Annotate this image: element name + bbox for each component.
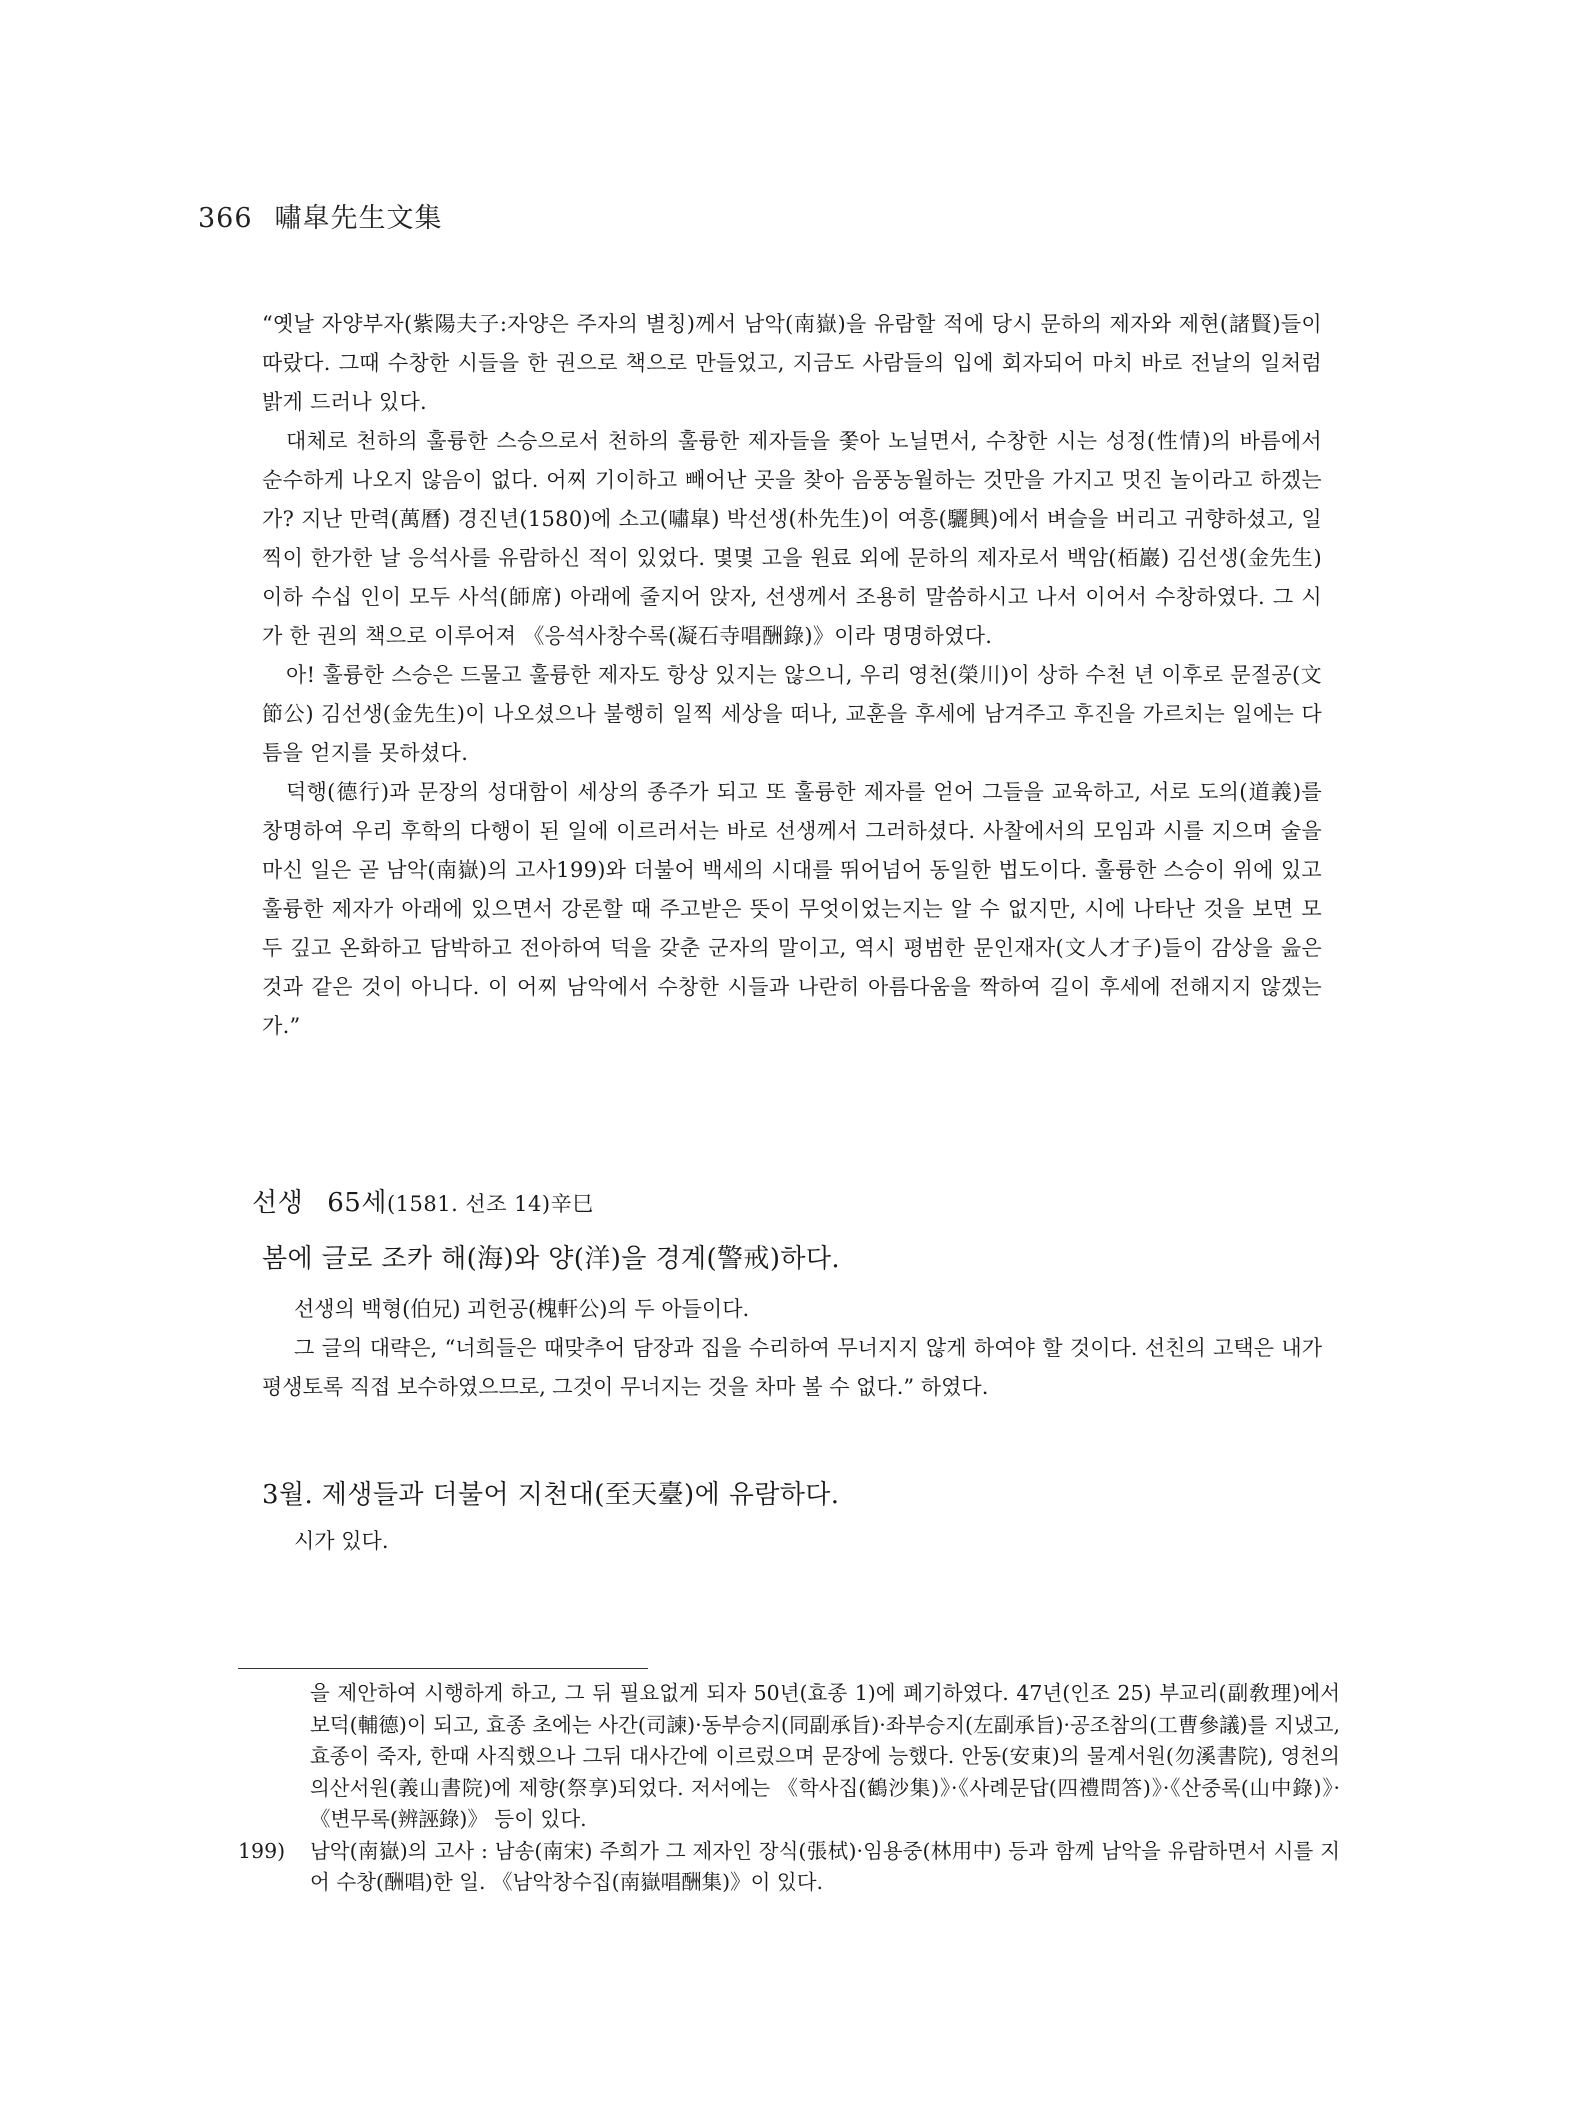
note-line: 시가 있다. xyxy=(294,1529,389,1553)
note-line: 선생의 백형(伯兄) 괴헌공(槐軒公)의 두 아들이다. xyxy=(294,1297,750,1321)
book-title: 嘯皐先生文集 xyxy=(274,203,443,234)
page-header xyxy=(198,196,443,235)
entry-age: 65세 xyxy=(327,1188,387,1218)
chronology-item-notes xyxy=(262,1522,1322,1561)
page-number: 366 xyxy=(198,203,253,234)
chronology-item-notes xyxy=(262,1290,1322,1407)
footnote-text: 남악(南嶽)의 고사 : 남송(南宋) 주희가 그 제자인 장식(張栻)·임용중(林用中) 등과 함께 남악을 유람하면서 시를 지어 수창(酬唱)한 일. 《남악창수집(南嶽唱酬集)》이 있다. xyxy=(310,1838,1340,1894)
paragraph: 대체로 천하의 훌륭한 스승으로서 천하의 훌륭한 제자들을 쫓아 노닐면서, 수창한 시는 성정(性情)의 바름에서 순수하게 나오지 않음이 없다. 어찌 기이하고 빼어난 곳을 찾아 음풍농월하는 것만을 가지고 멋진 놀이라고 하겠는가? 지난 만력(萬曆) 경진년(1580)에 소고(嘯皐) 박선생(朴先生)이 여흥(驪興)에서 벼슬을 버리고 귀향하셨고, 일찍이 한가한 날 응석사를 유람하신 적이 있었다. 몇몇 고을 원료 외에 문하의 제자로서 백암(栢巖) 김선생(金先生) 이하 수십 인이 모두 사석(師席) 아래에 줄지어 앉자, 선생께서 조용히 말씀하시고 나서 이어서 수창하였다. 그 시가 한 권의 책으로 이루어져 《응석사창수록(凝石寺唱酬錄)》이라 명명하였다. xyxy=(262,429,1322,648)
entry-year-note: (1581. 선조 14)辛巳 xyxy=(386,1192,594,1216)
chronology-item-title: 봄에 글로 조카 해(海)와 양(洋)을 경계(警戒)하다. xyxy=(262,1244,841,1274)
chronology-year-heading xyxy=(252,1182,594,1219)
chronology-item-title: 3월. 제생들과 더불어 지천대(至天臺)에 유람하다. xyxy=(262,1480,840,1510)
main-text xyxy=(262,305,1322,1046)
footnote-divider xyxy=(238,1668,648,1669)
footnote-199 xyxy=(238,1836,1340,1899)
paragraph: “옛날 자양부자(紫陽夫子:자양은 주자의 별칭)께서 남악(南嶽)을 유람할 적에 당시 문하의 제자와 제현(諸賢)들이 따랐다. 그때 수창한 시들을 한 권으로 책으로 만들었고, 지금도 사람들의 입에 회자되어 마치 바로 전날의 일처럼 밝게 드러나 있다. xyxy=(262,312,1322,414)
paragraph: 덕행(德行)과 문장의 성대함이 세상의 종주가 되고 또 훌륭한 제자를 얻어 그들을 교육하고, 서로 도의(道義)를 창명하여 우리 후학의 다행이 된 일에 이르러서는 바로 선생께서 그러하셨다. 사찰에서의 모임과 시를 지으며 술을 마신 일은 곧 남악(南嶽)의 고사199)와 더불어 백세의 시대를 뛰어넘어 동일한 법도이다. 훌륭한 스승이 위에 있고 훌륭한 제자가 아래에 있으면서 강론할 때 주고받은 뜻이 무엇이었는지는 알 수 없지만, 시에 나타난 것을 보면 모두 깊고 온화하고 담박하고 전아하여 덕을 갖춘 군자의 말이고, 역시 평범한 문인재자(文人才子)들이 감상을 읊은 것과 같은 것이 아니다. 이 어찌 남악에서 수창한 시들과 나란히 아름다움을 짝하여 길이 후세에 전해지지 않겠는가.” xyxy=(262,780,1322,1038)
note-line: 그 글의 대략은, “너희들은 때맞추어 담장과 집을 수리하여 무너지지 않게 하여야 할 것이다. 선친의 고택은 내가 평생토록 직접 보수하였으므로, 그것이 무너지는 것을 차마 볼 수 없다.” 하였다. xyxy=(262,1336,1322,1399)
paragraph: 아! 훌륭한 스승은 드물고 훌륭한 제자도 항상 있지는 않으니, 우리 영천(榮川)이 상하 수천 년 이후로 문절공(文節公) 김선생(金先生)이 나오셨으나 불행히 일찍 세상을 떠나, 교훈을 후세에 남겨주고 후진을 가르치는 일에는 다 틈을 얻지를 못하셨다. xyxy=(262,663,1322,765)
footnote-continuation: 을 제안하여 시행하게 하고, 그 뒤 필요없게 되자 50년(효종 1)에 폐기하였다. 47년(인조 25) 부교리(副敎理)에서 보덕(輔德)이 되고, 효종 초에는 사간(司諫)·동부승지(同副承旨)·좌부승지(左副承旨)·공조참의(工曹參議)를 지냈고, 효종이 죽자, 한때 사직했으나 그뒤 대사간에 이르렀으며 문장에 능했다. 안동(安東)의 물계서원(勿溪書院), 영천의 의산서원(義山書院)에 제향(祭享)되었다. 저서에는 《학사집(鶴沙集)》·《사례문답(四禮問答)》·《산중록(山中錄)》·《변무록(辨誣錄)》 등이 있다. xyxy=(310,1681,1340,1831)
entry-label: 선생 xyxy=(252,1188,304,1218)
footnotes xyxy=(238,1678,1340,1899)
footnote-number: 199) xyxy=(238,1838,286,1863)
